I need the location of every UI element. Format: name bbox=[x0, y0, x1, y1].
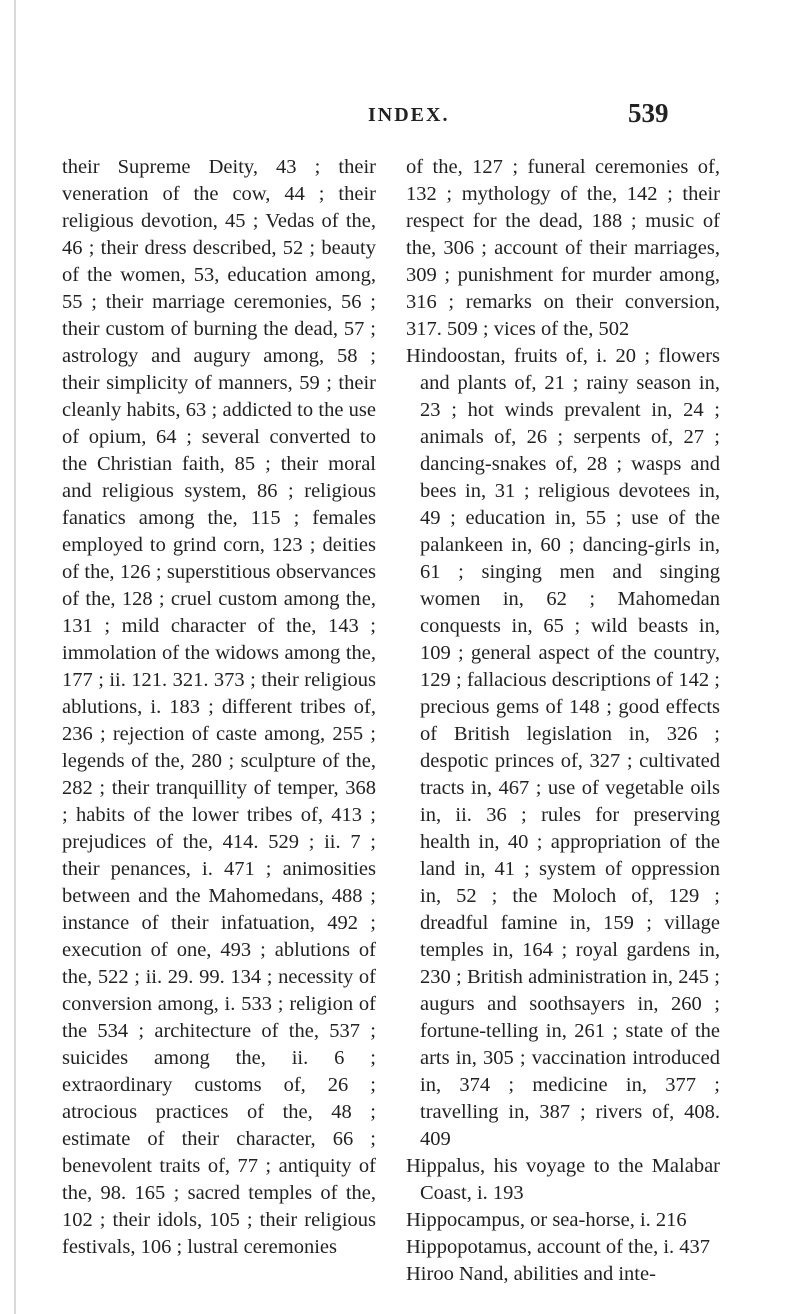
index-entry-hippopotamus: Hippopotamus, account of the, i. 437 bbox=[406, 1236, 711, 1258]
index-entry-continuation: of the, 127 ; funeral ceremonies of, 132 ; mythology of the, 142 ; their respect for the dead, 188 ; music of the, 306 ; account of their marriages, 309 ; punishment for murder among, 316 ; remarks on their conversion, 317. 509 ; vices of the, 502 bbox=[406, 156, 720, 340]
index-entry-hiroo-nand: Hiroo Nand, abilities and inte- bbox=[406, 1263, 656, 1285]
page-edge-shadow bbox=[14, 0, 16, 1314]
index-entry-continuation: their Supreme Deity, 43 ; their veneration of the cow, 44 ; their religious devotion, 45 ; Vedas of the, 46 ; their dress described, 52 ; beauty of the women, 53, education among, 55 ; their marriage ceremonies, 56 ; their custom of burning the dead, 57 ; astrology and augury among, 58 ; their simplicity of manners, 59 ; their cleanly habits, 63 ; addicted to the use of opium, 64 ; several converted to the Christian faith, 85 ; their moral and religious system, 86 ; religious fanatics among the, 115 ; females employed to grind corn, 123 ; deities of the, 126 ; superstitious observances of the, 128 ; cruel custom among the, 131 ; mild character of the, 143 ; immolation of the widows among the, 177 ; ii. 121. 321. 373 ; their religious ablutions, i. 183 ; different tribes of, 236 ; rejection of caste among, 255 ; legends of the, 280 ; sculpture of the, 282 ; their tranquillity of temper, 368 ; habits of the lower tribes of, 413 ; prejudices of the, 414. 529 ; ii. 7 ; their penances, i. 471 ; animosities between and the Mahomedans, 488 ; instance of their infatuation, 492 ; execution of one, 493 ; ablutions of the, 522 ; ii. 29. 99. 134 ; necessity of conversion among, i. 533 ; religion of the 534 ; architecture of the, 537 ; suicides among the, ii. 6 ; extraordinary customs of, 26 ; atrocious practices of the, 48 ; estimate of their character, 66 ; benevolent traits of, 77 ; antiquity of the, 98. 165 ; sacred temples of the, 102 ; their idols, 105 ; their religious festivals, 106 ; lustral ceremonies bbox=[62, 156, 376, 1258]
index-column-left bbox=[62, 154, 376, 1261]
running-head bbox=[0, 80, 800, 140]
running-head-title: INDEX. bbox=[368, 104, 450, 126]
page-number: 539 bbox=[628, 98, 669, 128]
index-entry-hippocampus: Hippocampus, or sea-horse, i. 216 bbox=[406, 1209, 687, 1231]
index-column-right bbox=[406, 154, 720, 1288]
index-entry-hippalus: Hippalus, his voyage to the Malabar Coast, i. 193 bbox=[406, 1155, 720, 1204]
index-entry-hindoostan: Hindoostan, fruits of, i. 20 ; flowers and plants of, 21 ; rainy season in, 23 ; hot winds prevalent in, 24 ; animals of, 26 ; serpents of, 27 ; dancing-snakes of, 28 ; wasps and bees in, 31 ; religious devotees in, 49 ; education in, 55 ; use of the palankeen in, 60 ; dancing-girls in, 61 ; singing men and singing women in, 62 ; Mahomedan conquests in, 65 ; wild beasts in, 109 ; general aspect of the country, 129 ; fallacious descriptions of 142 ; precious gems of 148 ; good effects of British legislation in, 326 ; despotic princes of, 327 ; cultivated tracts in, 467 ; use of vegetable oils in, ii. 36 ; rules for preserving health in, 40 ; appropriation of the land in, 41 ; system of oppression in, 52 ; the Moloch of, 129 ; dreadful famine in, 159 ; village temples in, 164 ; royal gardens in, 230 ; British administration in, 245 ; augurs and soothsayers in, 260 ; fortune-telling in, 261 ; state of the arts in, 305 ; vaccination introduced in, 374 ; medicine in, 377 ; travelling in, 387 ; rivers of, 408. 409 bbox=[406, 345, 720, 1150]
